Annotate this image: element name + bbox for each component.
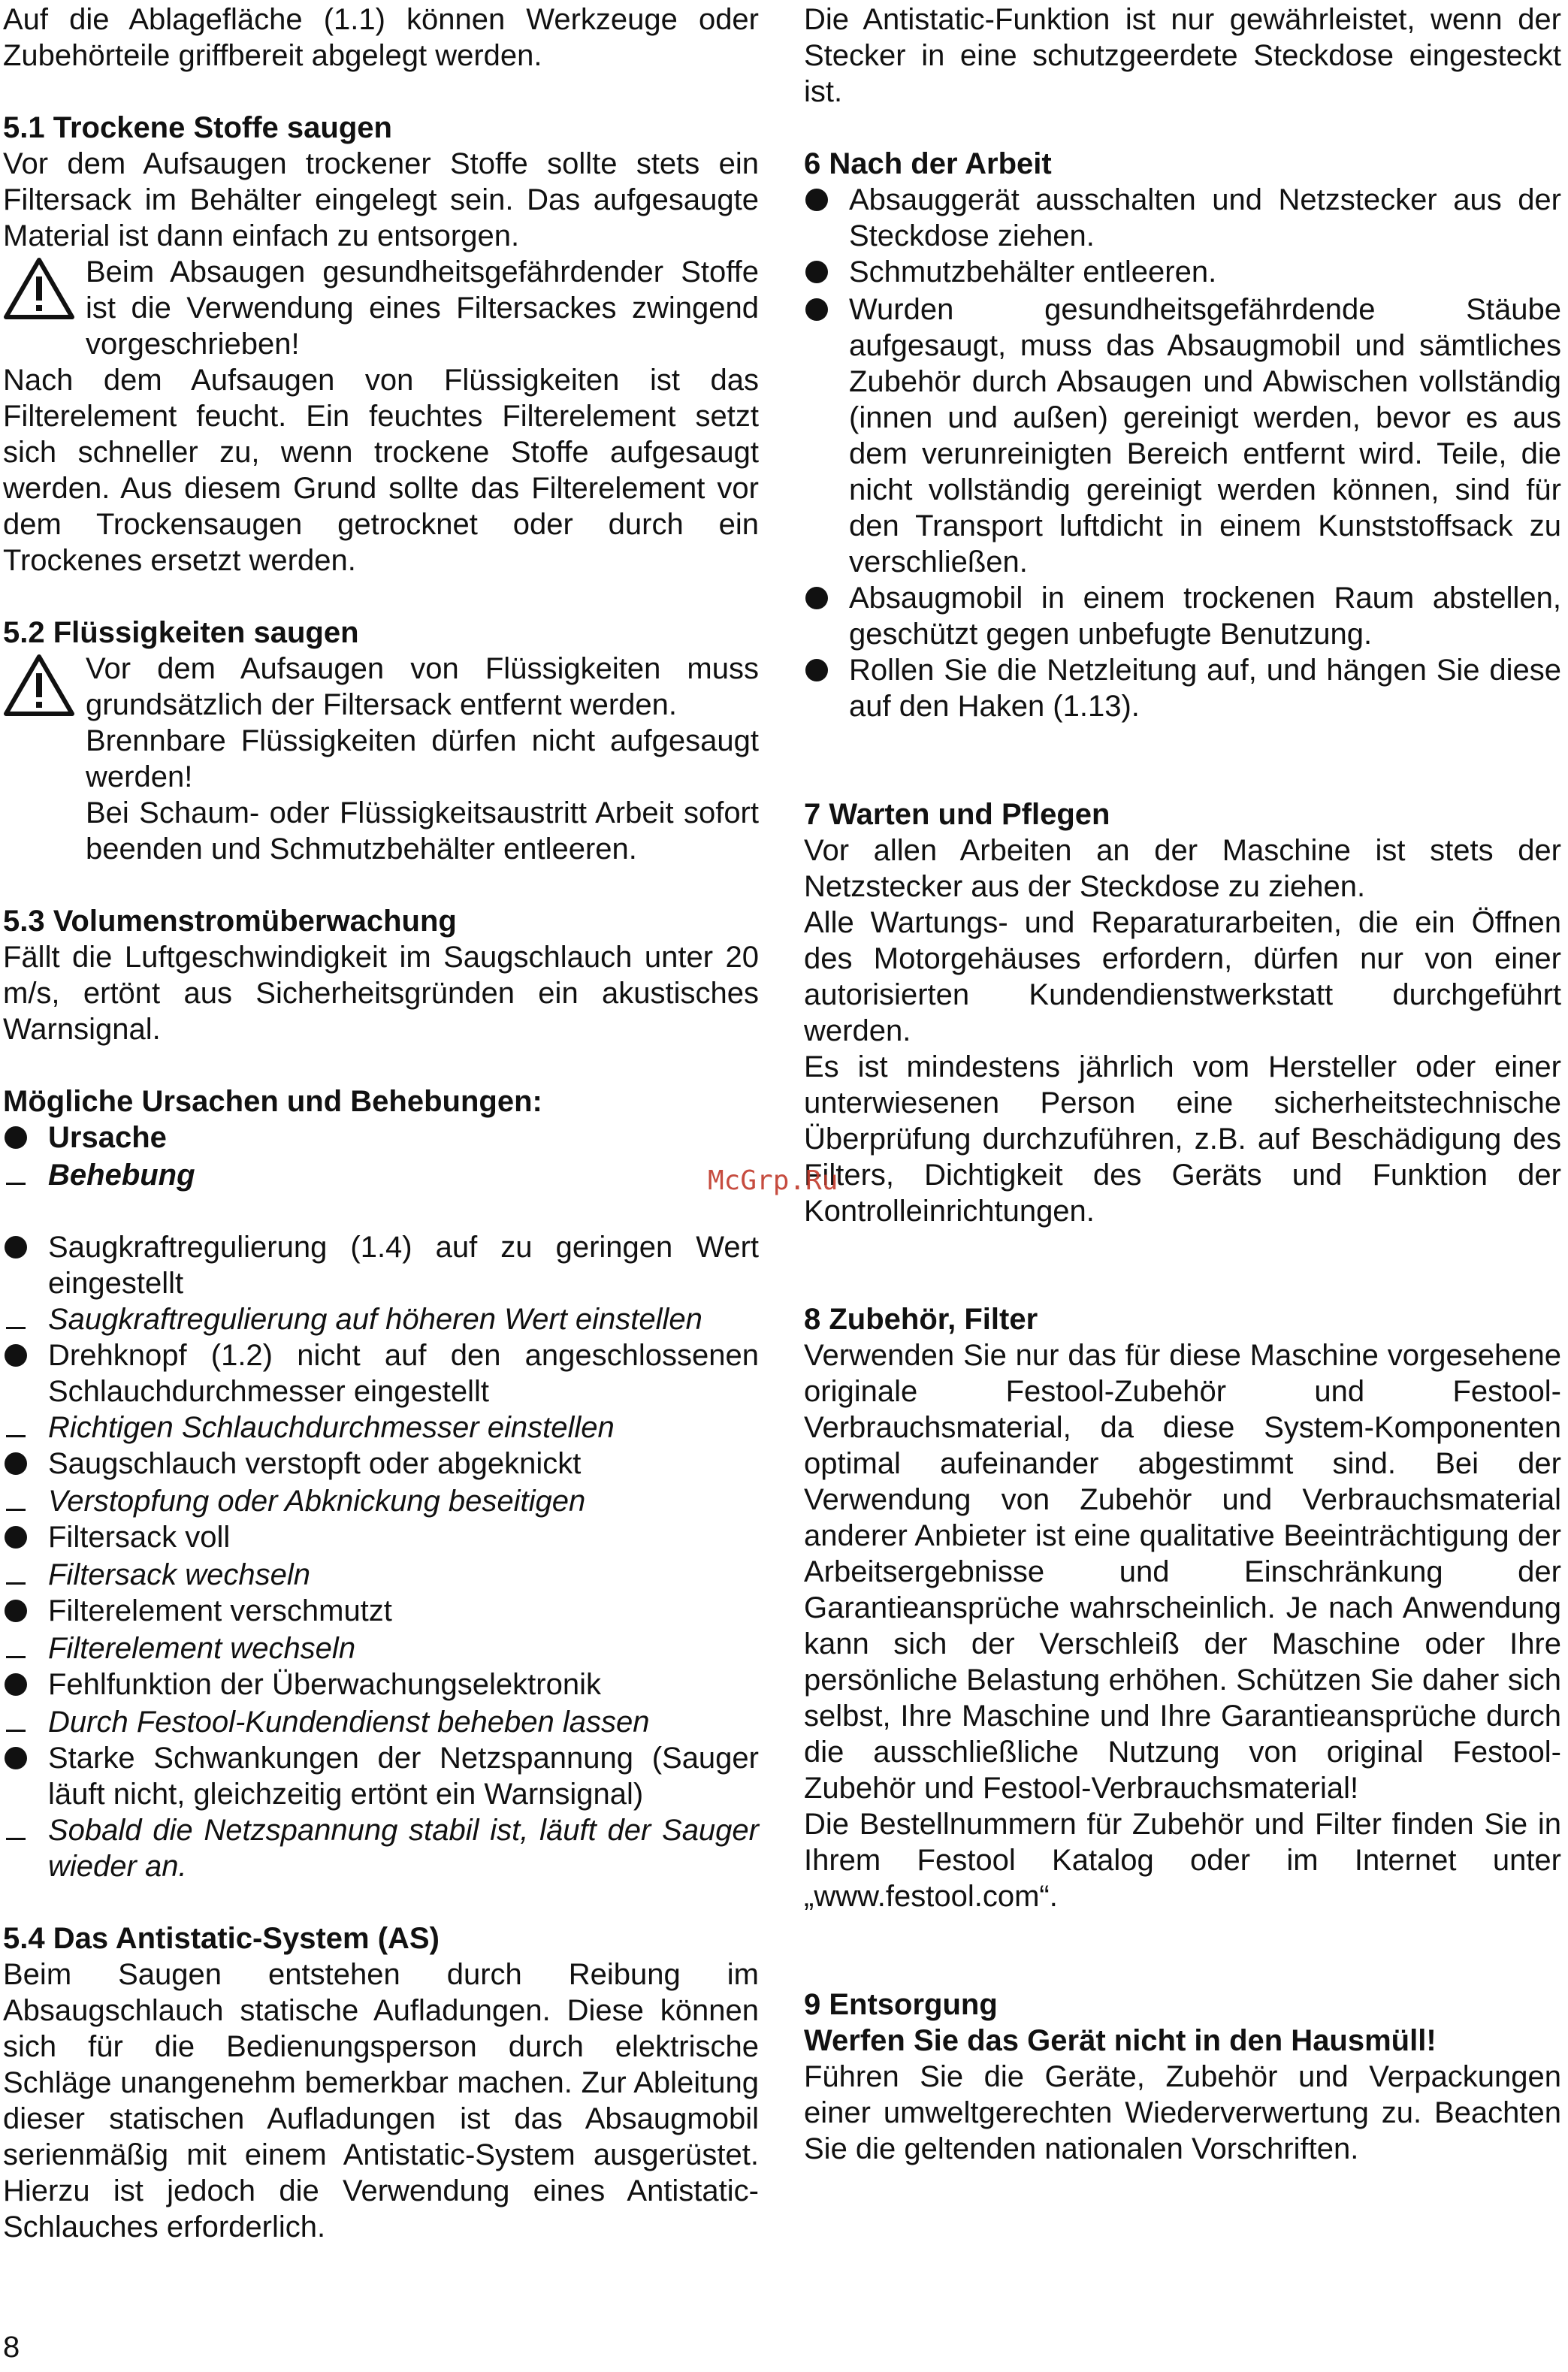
dash-icon [6,1838,26,1840]
list-item-text: Rollen Sie die Netzleitung auf, und hängen Sie diese auf den Haken (1.13). [849,654,1561,723]
dash-icon [6,1327,26,1329]
bullet-icon [5,1526,27,1549]
dash-icon [6,1730,26,1732]
section-7-paragraph: Vor allen Arbeiten an der Maschine ist stets der Netzstecker aus der Steckdose zu ziehen. [804,834,1561,903]
section-8-heading: 8 Zubehör, Filter [804,1303,1038,1336]
section-5-4-paragraph: Beim Saugen entstehen durch Reibung im Absaugschlauch statische Aufladungen. Diese können sich für die Bedienungsperson durch elektrische Schläge unangenehm bemerkbar machen. Zur Ableitung dieser statischen Aufladungen ist das Absaugmobil serienmäßig mit einem Antistatic-System ausgerüstet. Hierzu ist jedoch die Verwendung eines Antistatic-Schlauches erforderlich. [3,1958,759,2244]
section-9-paragraph: Führen Sie die Geräte, Zubehör und Verpackungen einer umweltgerechten Wiederverwertung zu. Beachten Sie die geltenden nationalen Vorschriften. [804,2060,1561,2165]
watermark: McGrp.Ru [708,1165,838,1196]
causes-list [3,1229,759,1884]
cause-text: Saugschlauch verstopft oder abgeknickt [48,1447,582,1480]
list-item [804,292,1561,580]
fix-item [3,1483,759,1519]
cause-item [3,1519,759,1557]
warning-text: Brennbare Flüssigkeiten dürfen nicht aufgesaugt werden! [86,724,759,793]
list-item-text: Schmutzbehälter entleeren. [849,255,1217,289]
section-5-1-paragraph-2: Nach dem Aufsaugen von Flüssigkeiten ist das Filterelement feucht. Ein feuchtes Filterelement setzt sich schneller zu, wenn trockene Stoffe aufgesaugt werden. Aus diesem Grund sollte das Filterelement vor dem Trockensaugen getrocknet oder durch ein Trockenes ersetzt werden. [3,364,759,577]
bullet-icon [5,1126,27,1149]
disposal-warning: Werfen Sie das Gerät nicht in den Hausmüll! [804,2024,1437,2057]
bullet-icon [5,1600,27,1622]
warning-triangle-icon [3,651,86,867]
warning-text: Bei Schaum- oder Flüssigkeitsaustritt Arbeit sofort beenden und Schmutzbehälter entleeren. [86,796,759,866]
section-5-3-heading: 5.3 Volumenstromüberwachung [3,905,457,938]
cause-item [3,1593,759,1630]
dash-icon [6,1435,26,1437]
section-8-paragraph-2: Die Bestellnummern für Zubehör und Filter finden Sie in Ihrem Festool Katalog oder im Internet unter „www.festool.com“. [804,1808,1561,1913]
list-item [804,652,1561,724]
fix-text: Durch Festool-Kundendienst beheben lassen [48,1706,650,1739]
cause-text: Drehknopf (1.2) nicht auf den angeschlossenen Schlauchdurchmesser eingestellt [48,1339,759,1408]
legend-fix [3,1157,759,1193]
cause-text: Starke Schwankungen der Netzspannung (Sauger läuft nicht, gleichzeitig ertönt ein Warnsignal) [48,1742,759,1811]
section-5-1-heading: 5.1 Trockene Stoffe saugen [3,111,392,144]
fix-item [3,1301,759,1337]
bullet-icon [5,1344,27,1367]
section-5-2-heading: 5.2 Flüssigkeiten saugen [3,616,359,649]
fix-text: Saugkraftregulierung auf höheren Wert einstellen [48,1303,702,1336]
section-5-1-paragraph: Vor dem Aufsaugen trockener Stoffe sollte stets ein Filtersack im Behälter eingelegt sein. Das aufgesaugte Material ist dann einfach zu entsorgen. [3,147,759,252]
fix-item [3,1704,759,1740]
list-item [804,580,1561,652]
bullet-icon [5,1747,27,1769]
fix-item [3,1557,759,1593]
bullet-icon [805,659,828,681]
bullet-icon [805,587,828,609]
cause-text: Filterelement verschmutzt [48,1594,392,1627]
list-item [804,182,1561,254]
fix-text: Filtersack wechseln [48,1558,311,1591]
cause-item [3,1740,759,1812]
fix-text: Sobald die Netzspannung stabil ist, läuft der Sauger wieder an. [48,1814,759,1883]
fix-text: Richtigen Schlauchdurchmesser einstellen [48,1411,615,1444]
cause-item [3,1337,759,1410]
legend-cause-label: Ursache [48,1121,167,1154]
dash-icon [6,1509,26,1511]
section-7-heading: 7 Warten und Pflegen [804,798,1110,831]
cause-text: Filtersack voll [48,1521,231,1554]
section-8-paragraph: Verwenden Sie nur das für diese Maschine vorgesehene originale Festool-Zubehör und Festool-Verbrauchsmaterial, da diese System-Komponenten optimal aufeinander abgestimmt sind. Bei der Verwendung von Zubehör und Verbrauchsmaterial anderer Anbieter ist eine qualitative Beeinträchtigung der Arbeitsergebnisse und Einschränkung der Garantieansprüche wahrscheinlich. Je nach Anwendung kann sich der Verschleiß der Maschine oder Ihre persönliche Belastung erhöhen. Schützen Sie daher sich selbst, Ihre Maschine und Ihre Garantieansprüche durch die ausschließliche Nutzung von original Festool-Zubehör und Festool-Verbrauchsmaterial! [804,1339,1561,1805]
list-item-text: Absauggerät ausschalten und Netzstecker aus der Steckdose ziehen. [849,183,1561,252]
bullet-icon [5,1452,27,1475]
section-7-paragraph-2: Alle Wartungs- und Reparaturarbeiten, die ein Öffnen des Motorgehäuses erfordern, dürfen nur von einer autorisierten Kundendienstwerkstatt durchgeführt werden. [804,906,1561,1047]
list-item [804,254,1561,292]
fix-text: Filterelement wechseln [48,1632,356,1665]
after-work-list [804,182,1561,724]
dash-icon [6,1656,26,1658]
section-5-3-paragraph: Fällt die Luftgeschwindigkeit im Saugschlauch unter 20 m/s, ertönt aus Sicherheitsgründen ein akustisches Warnsignal. [3,941,759,1046]
fix-text: Verstopfung oder Abknickung beseitigen [48,1485,586,1518]
page-number: 8 [3,2331,20,2364]
cause-text: Saugkraftregulierung (1.4) auf zu geringen Wert eingestellt [48,1231,759,1300]
fix-item [3,1812,759,1884]
section-5-4-heading: 5.4 Das Antistatic-System (AS) [3,1922,440,1955]
bullet-icon [805,298,828,321]
intro-paragraph: Auf die Ablagefläche (1.1) können Werkzeuge oder Zubehörteile griffbereit abgelegt werden. [3,3,759,72]
section-9-heading: 9 Entsorgung [804,1988,998,2021]
cause-text: Fehlfunktion der Überwachungselektronik [48,1668,601,1701]
bullet-icon [805,189,828,211]
list-item-text: Wurden gesundheitsgefährdende Stäube aufgesaugt, muss das Absaugmobil und sämtliches Zubehör durch Absaugen und Abwischen vollständig (innen und außen) gereinigt werden, bevor es aus dem verunreinigten Bereich entfernt wird. Teile, die nicht vollständig gereinigt werden können, sind für den Transport luftdicht in einem Kunststoffsack zu verschließen. [849,293,1561,579]
bullet-icon [5,1673,27,1696]
fix-item [3,1630,759,1666]
cause-item [3,1446,759,1483]
bullet-icon [5,1236,27,1259]
bullet-icon [805,261,828,283]
cause-item [3,1666,759,1704]
warning-block [3,254,759,362]
fix-item [3,1410,759,1446]
right-column [804,2,1561,2167]
antistatic-note: Die Antistatic-Funktion ist nur gewährleistet, wenn der Stecker in eine schutzgeerdete Steckdose eingesteckt ist. [804,3,1561,108]
left-column [3,2,759,2245]
warning-block [3,651,759,867]
dash-icon [6,1582,26,1585]
warning-text: Vor dem Aufsaugen von Flüssigkeiten muss grundsätzlich der Filtersack entfernt werden. [86,652,759,721]
list-item-text: Absaugmobil in einem trockenen Raum abstellen, geschützt gegen unbefugte Benutzung. [849,582,1561,651]
warning-text: Beim Absaugen gesundheitsgefährdender Stoffe ist die Verwendung eines Filtersackes zwingend vorgeschrieben! [86,255,759,361]
legend-fix-label: Behebung [48,1159,195,1192]
dash-icon [6,1183,26,1185]
causes-heading: Mögliche Ursachen und Behebungen: [3,1085,542,1118]
section-6-heading: 6 Nach der Arbeit [804,147,1052,180]
cause-item [3,1229,759,1301]
legend-cause [3,1120,759,1157]
warning-triangle-icon [3,254,86,362]
section-7-paragraph-3: Es ist mindestens jährlich vom Hersteller oder einer unterwiesenen Person eine sicherheitstechnische Überprüfung durchzuführen, z.B. auf Beschädigung des Filters, Dichtigkeit des Geräts und Funktion der Kontrolleinrichtungen. [804,1050,1561,1228]
